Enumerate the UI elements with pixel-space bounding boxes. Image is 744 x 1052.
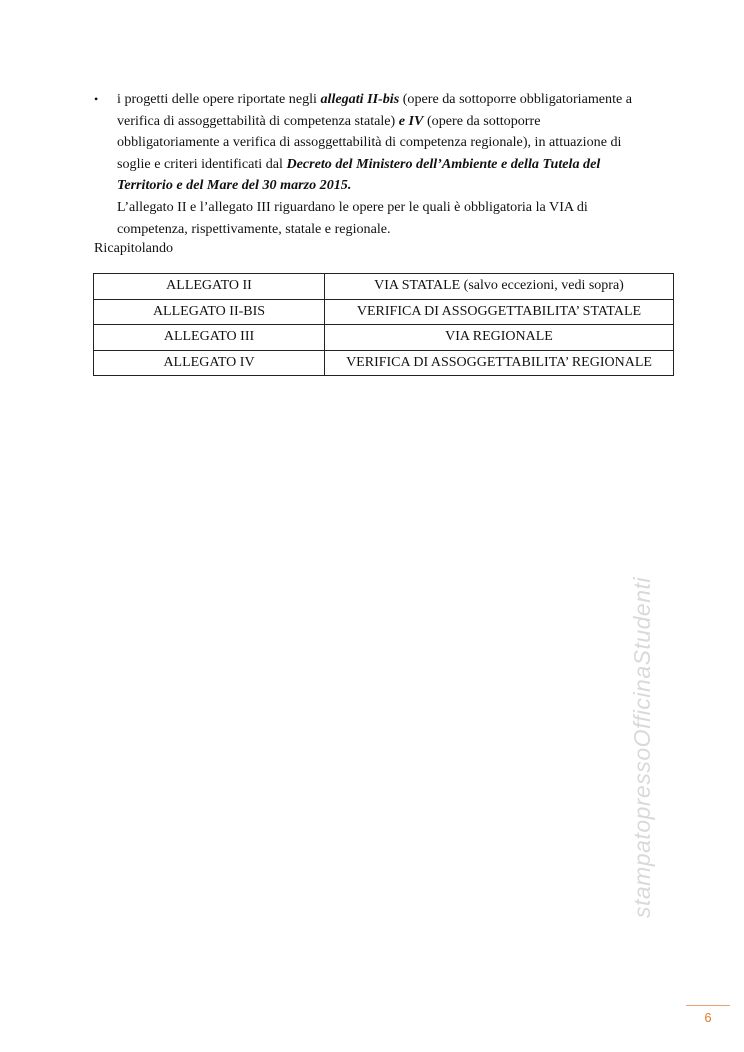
page-number: 6: [704, 1010, 712, 1025]
bullet-line-2: [117, 111, 679, 133]
table-cell-tipo: VERIFICA DI ASSOGGETTABILITA’ STATALE: [325, 299, 674, 325]
table-row: [94, 325, 674, 351]
footer-rule: [686, 1005, 730, 1006]
emphasis-e-iv: e IV: [398, 112, 424, 129]
table-row: [94, 350, 674, 376]
text-run: i progetti delle opere riportate negli: [117, 91, 321, 107]
text-run: soglie e criteri identificati dal: [117, 155, 287, 172]
bullet-paragraph: [117, 89, 679, 240]
table-row: [94, 299, 674, 325]
table-row: [94, 274, 674, 300]
bullet-line-7: competenza, rispettivamente, statale e regionale.: [117, 220, 391, 237]
bullet-line-3: obbligatoriamente a verifica di assoggettabilità di competenza regionale), in attuazione di: [117, 134, 622, 151]
text-run: (opere da sottoporre: [423, 112, 541, 129]
table-cell-allegato: ALLEGATO III: [94, 325, 325, 351]
summary-table: [93, 273, 674, 376]
bullet-dot-icon: •: [94, 92, 99, 106]
table-cell-allegato: ALLEGATO II-BIS: [94, 299, 325, 325]
table-cell-tipo: VIA REGIONALE: [325, 325, 674, 351]
emphasis-allegati-ii-bis: allegati II-bis: [320, 91, 400, 107]
text-run: (opere da sottoporre obbligatoriamente a: [399, 91, 633, 107]
table-cell-tipo: VERIFICA DI ASSOGGETTABILITA’ REGIONALE: [325, 350, 674, 376]
bullet-line-6: L’allegato II e l’allegato III riguardano le opere per le quali è obbligatoria la VIA di: [117, 198, 588, 215]
summary-label: Ricapitolando: [94, 240, 174, 256]
table-cell-tipo: VIA STATALE (salvo eccezioni, vedi sopra): [325, 274, 674, 300]
table-cell-allegato: ALLEGATO II: [94, 274, 325, 300]
bullet-line-5: [117, 175, 679, 197]
bullet-line-4: [117, 154, 679, 176]
text-run: verifica di assoggettabilità di competenza statale): [117, 112, 399, 129]
watermark: stampatopressoOfficinaStudenti: [629, 576, 655, 918]
table-cell-allegato: ALLEGATO IV: [94, 350, 325, 376]
emphasis-decreto-cont: Territorio e del Mare del 30 marzo 2015.: [117, 177, 352, 194]
bullet-line-1: [117, 89, 679, 111]
emphasis-decreto: Decreto del Ministero dell’Ambiente e della Tutela del: [286, 155, 601, 172]
